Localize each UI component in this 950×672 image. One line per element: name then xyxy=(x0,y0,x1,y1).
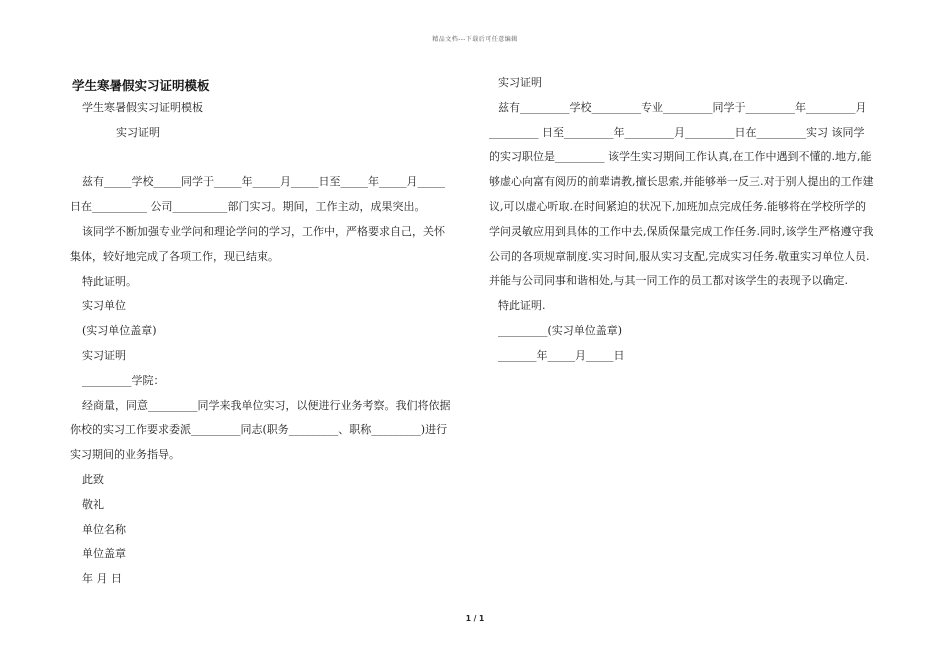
paragraph-line: 学问灵敏应用到具体的工作中去,保质保量完成工作任务.同时,该学生严格遵守我 xyxy=(489,224,874,238)
certificate-heading: 实习证明 xyxy=(116,125,160,139)
paragraph-line: 并能与公司同事和谐相处,与其一同工作的员工都对该学生的表现予以确定. xyxy=(489,274,848,288)
closing-line: 特此证明。 xyxy=(82,274,137,288)
unit-seal-label: 单位盖章 xyxy=(82,547,126,561)
unit-label: 实习单位 xyxy=(82,299,126,313)
certificate-heading: 实习证明 xyxy=(498,76,542,89)
blank-line xyxy=(70,146,460,171)
paragraph-line: 集体，较好地完成了各项工作，现已结束。 xyxy=(70,249,279,263)
paragraph-line: 够虚心向富有阅历的前辈请教,擅长思索,并能够举一反三.对于别人提出的工作建 xyxy=(489,175,874,189)
date-line: _______年_____月_____日 xyxy=(498,348,625,362)
document-title: 学生寒暑假实习证明模板 xyxy=(72,78,210,93)
salutation: 此致 xyxy=(82,472,104,486)
certificate-heading: 实习证明 xyxy=(82,348,126,362)
seal-line: _________(实习单位盖章) xyxy=(498,323,623,337)
paragraph-line: 实习期间的业务指导。 xyxy=(70,448,180,462)
paragraph-line: _________ 日至_________年_________月_________日在_________实习 该同学 xyxy=(489,125,865,139)
paragraph-line: 公司的各项规章制度.实习时间,服从实习支配,完成实习任务.敬重实习单位人员. xyxy=(489,249,870,263)
page-header: 精品文档---下载后可任意编辑 xyxy=(432,36,518,43)
subtitle: 学生寒暑假实习证明模板 xyxy=(82,101,203,114)
addressee-line: _________学院： xyxy=(82,373,165,387)
paragraph-line: 经商量，同意_________同学来我单位实习，以便进行业务考察。我们将依据 xyxy=(82,398,451,412)
right-column xyxy=(489,71,889,369)
paragraph-line: 的实习职位是_________ 该学生实习期间工作认真,在工作中遇到不懂的.地方,能 xyxy=(489,150,872,164)
unit-name-label: 单位名称 xyxy=(82,522,126,536)
seal-label: (实习单位盖章) xyxy=(82,324,157,338)
paragraph-line: 日在__________ 公司__________部门实习。期间，工作主动，成果突出。 xyxy=(70,200,426,214)
left-column xyxy=(70,96,460,592)
paragraph-line: 你校的实习工作要求委派_________同志(职务_________、职称_________)进行 xyxy=(70,423,448,437)
paragraph-line: 该同学不断加强专业学问和理论学问的学习，工作中，严格要求自己，关怀 xyxy=(82,224,445,238)
paragraph-line: 兹有_____学校_____同学于_____年_____月_____日至_____年_____月_____ xyxy=(82,175,445,189)
date-line: 年 月 日 xyxy=(82,572,122,586)
page-number: 1 / 1 xyxy=(465,614,485,623)
salutation: 敬礼 xyxy=(82,497,104,511)
paragraph-line: 兹有_________学校_________专业_________同学于_________年_________月 xyxy=(498,100,867,114)
paragraph-line: 议,可以虚心听取.在时间紧迫的状况下,加班加点完成任务.能够将在学校所学的 xyxy=(489,199,866,213)
closing-line: 特此证明. xyxy=(498,299,546,313)
